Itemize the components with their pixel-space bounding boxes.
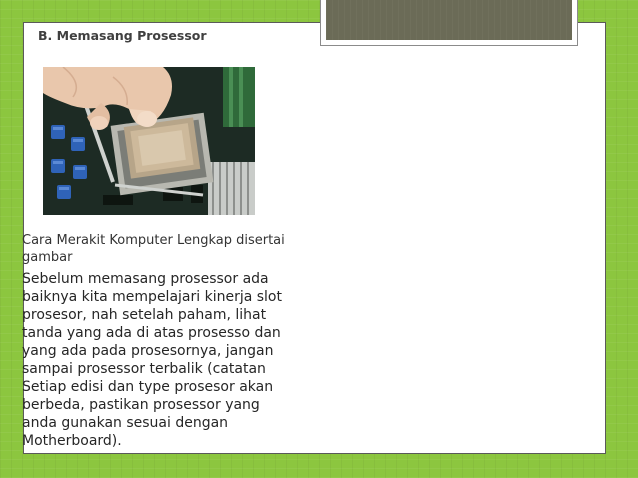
cpu-install-illustration: [43, 67, 255, 215]
body-line: Motherboard).: [22, 433, 122, 449]
body-line: Sebelum memasang prosessor ada: [22, 271, 269, 287]
body-line: berbeda, pastikan prosessor yang: [22, 397, 260, 413]
decorative-header-fill: [326, 0, 572, 40]
body-paragraph: [22, 270, 322, 450]
body-line: anda gunakan sesuai dengan: [22, 415, 229, 431]
caption-line: Cara Merakit Komputer Lengkap disertai: [22, 233, 285, 248]
body-line: tanda yang ada di atas prosesso dan: [22, 325, 281, 341]
decorative-header-box: [320, 0, 578, 46]
body-line: baiknya kita mempelajari kinerja slot: [22, 289, 282, 305]
body-line: prosesor, nah setelah paham, lihat: [22, 307, 267, 323]
body-line: yang ada pada prosesornya, jangan: [22, 343, 274, 359]
image-caption: [22, 232, 322, 266]
body-line: Setiap edisi dan type prosesor akan: [22, 379, 274, 395]
caption-line: gambar: [22, 250, 73, 265]
cpu-install-photo: [43, 67, 255, 215]
body-line: sampai prosessor terbalik (catatan: [22, 361, 266, 377]
slide-title: B. Memasang Prosessor: [38, 28, 207, 43]
